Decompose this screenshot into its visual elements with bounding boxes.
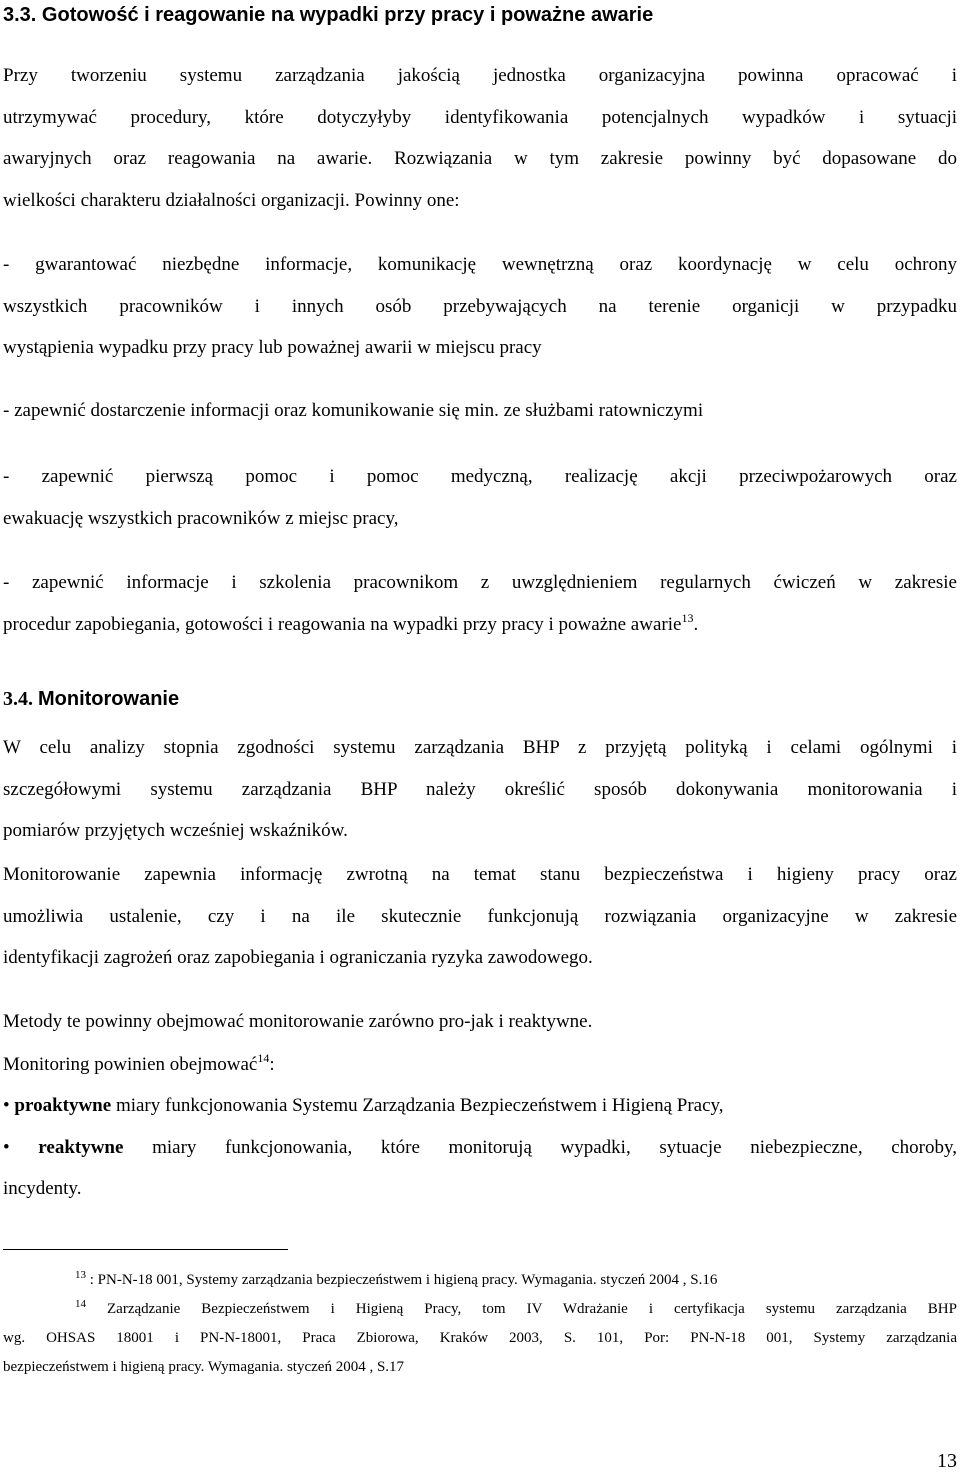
footnote-13 xyxy=(3,1266,957,1295)
section-heading-3-4 xyxy=(3,686,179,712)
text-line: wystąpienia wypadku przy pracy lub poważnej awarii w miejscu pracy xyxy=(3,337,542,359)
text-line: wielkości charakteru działalności organizacji. Powinny one: xyxy=(3,190,460,212)
text-line: Monitorowanie zapewnia informację zwrotną na temat stanu bezpieczeństwa i higieny pracy oraz xyxy=(3,864,957,885)
bullet-item-reactive xyxy=(3,1127,957,1169)
bullet-icon: • xyxy=(3,1136,10,1158)
list-item-4 xyxy=(3,562,957,645)
bullet-continuation: incydenty. xyxy=(3,1178,82,1200)
footnote-number: 14 xyxy=(75,1298,86,1310)
footnote-number: 13 xyxy=(75,1269,86,1281)
text-line xyxy=(3,604,957,646)
intro-paragraph xyxy=(3,55,957,222)
list-item-3 xyxy=(3,456,957,539)
paragraph-2 xyxy=(3,854,957,979)
page-number: 13 xyxy=(937,1450,957,1472)
bullet-text: miary funkcjonowania, które monitorują wypadki, sytuacje niebezpieczne, choroby, xyxy=(123,1136,957,1158)
bullet-icon: • xyxy=(3,1095,10,1116)
text-line: - zapewnić pierwszą pomoc i pomoc medyczną, realizację akcji przeciwpożarowych oraz xyxy=(3,466,957,487)
section-number: 3.4. xyxy=(3,688,33,710)
paragraph-4 xyxy=(3,1044,957,1086)
bullet-list xyxy=(3,1085,957,1210)
paragraph-1 xyxy=(3,727,957,852)
text-line: wszystkich pracowników i innych osób przebywających na terenie organicji w przypadku xyxy=(3,295,957,317)
text-line: ewakuację wszystkich pracowników z miejsc pracy, xyxy=(3,507,399,529)
footnote-divider xyxy=(3,1249,288,1250)
footnote-line xyxy=(3,1295,957,1324)
text-line xyxy=(3,1044,957,1086)
footnote-ref-13: 13 xyxy=(681,610,694,625)
footnote-text: : PN-N-18 001, Systemy zarządzania bezpieczeństwem i higieną pracy. Wymagania. styczeń 2004 , S.16 xyxy=(86,1272,718,1288)
text-line: umożliwia ustalenie, czy i na ile skutecznie funkcjonują rozwiązania organizacyjne w zakresie xyxy=(3,905,957,927)
text-line: pomiarów przyjętych wcześniej wskaźników. xyxy=(3,820,348,842)
text-line: Przy tworzeniu systemu zarządzania jakością jednostka organizacyjna powinna opracować i xyxy=(3,65,957,86)
section-heading-3-3: 3.3. Gotowość i reagowanie na wypadki przy pracy i poważne awarie xyxy=(3,4,654,26)
text-line: - zapewnić dostarczenie informacji oraz komunikowanie się min. ze służbami ratowniczymi xyxy=(3,400,704,421)
paragraph-3 xyxy=(3,1001,957,1043)
footnote-line: wg. OHSAS 18001 i PN-N-18001, Praca Zbiorowa, Kraków 2003, S. 101, Por: PN-N-18 001, Systemy zarządzania xyxy=(3,1330,957,1346)
text-line: utrzymywać procedury, które dotyczyłyby identyfikowania potencjalnych wypadków i sytuacji xyxy=(3,106,957,128)
text-line: - gwarantować niezbędne informacje, komunikację wewnętrzną oraz koordynację w celu ochrony xyxy=(3,254,957,275)
footnote-text: Zarządzanie Bezpieczeństwem i Higieną Pracy, tom IV Wdrażanie i certyfikacja systemu zarządzania BHP xyxy=(86,1301,957,1317)
text-span: . xyxy=(693,613,699,635)
text-line: szczegółowymi systemu zarządzania BHP należy określić sposób dokonywania monitorowania i xyxy=(3,778,957,800)
section-title: Monitorowanie xyxy=(38,688,180,710)
text-span: Monitoring powinien obejmować xyxy=(3,1054,258,1075)
text-line: Metody te powinny obejmować monitorowanie zarówno pro-jak i reaktywne. xyxy=(3,1011,593,1032)
footnote-ref-14: 14 xyxy=(257,1051,270,1065)
bullet-item-proactive xyxy=(3,1085,957,1127)
text-line: - zapewnić informacje i szkolenia pracownikom z uwzględnieniem regularnych ćwiczeń w zakresie xyxy=(3,572,957,593)
bullet-term: proaktywne xyxy=(14,1095,112,1116)
footnote-14 xyxy=(3,1295,957,1382)
text-span: : xyxy=(269,1054,275,1075)
text-line: awaryjnych oraz reagowania na awarie. Rozwiązania w tym zakresie powinny być dopasowane do xyxy=(3,148,957,170)
list-item-1 xyxy=(3,244,957,369)
text-span: procedur zapobiegania, gotowości i reagowania na wypadki przy pracy i poważne awarie xyxy=(3,613,682,635)
bullet-term: reaktywne xyxy=(38,1136,124,1158)
list-item-2 xyxy=(3,390,957,432)
footnote-line: bezpieczeństwem i higieną pracy. Wymagania. styczeń 2004 , S.17 xyxy=(3,1359,405,1375)
text-line: W celu analizy stopnia zgodności systemu zarządzania BHP z przyjętą polityką i celami ogólnymi i xyxy=(3,737,957,758)
text-line: identyfikacji zagrożeń oraz zapobiegania i ograniczania ryzyka zawodowego. xyxy=(3,947,593,969)
bullet-text: miary funkcjonowania Systemu Zarządzania Bezpieczeństwem i Higieną Pracy, xyxy=(111,1095,724,1116)
